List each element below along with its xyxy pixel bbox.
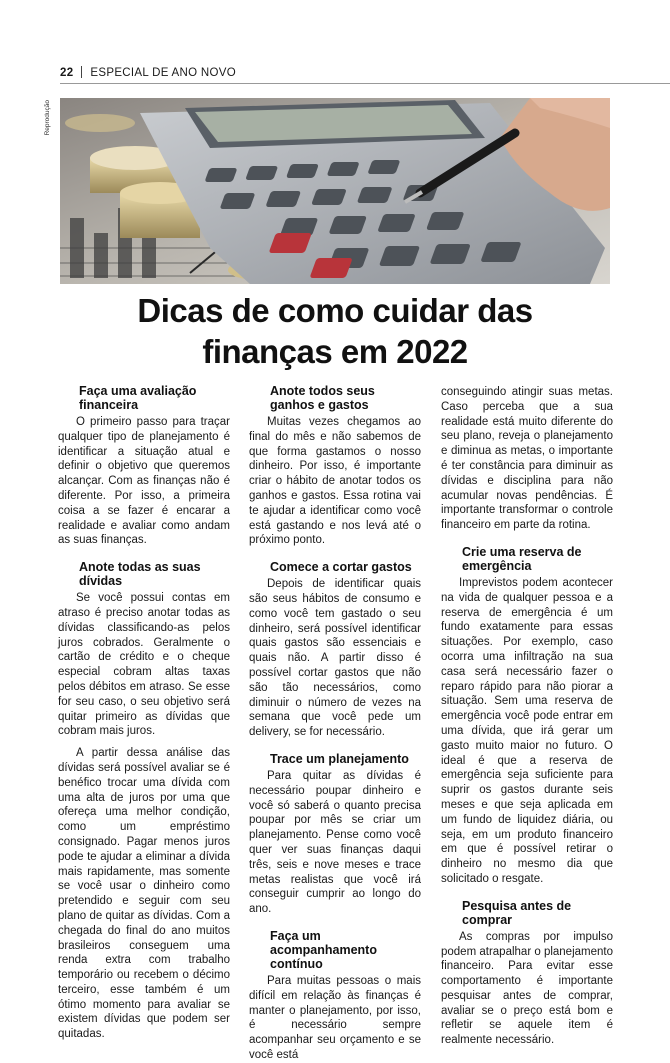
header-divider	[81, 66, 82, 78]
article-title	[60, 290, 610, 372]
paragraph: Depois de identificar quais são seus hábitos de consumo e como você tem gastado o seu dinheiro, será possível identificar quais gastos são essenciais e quais não. A partir disso é possível cortar gastos que não são tão necessários, como diminuir o número de vezes na semana que você pede um delivery, se for necessário.	[249, 578, 421, 739]
title-line-2: finanças em 2022	[202, 333, 468, 370]
title-line-1: Dicas de como cuidar das	[137, 292, 533, 329]
column-3	[441, 385, 613, 1048]
photo-credit: Reprodução	[44, 100, 51, 136]
heading-planejamento: Trace um planejamento	[270, 751, 409, 766]
column-1	[58, 384, 230, 1042]
paragraph: Para quitar as dívidas é necessário poupar dinheiro e você só saberá o quanto precisa poupar por mês se criar um planejamento. Pense como você quer ver suas finanças daqui três, seis e nove meses e trace metas realistas que você irá conseguir cumprir ao longo do ano.	[249, 769, 421, 916]
heading-avaliacao: Faça uma avaliação financeira	[79, 384, 197, 412]
paragraph: A partir dessa análise das dívidas será possível avaliar se é benéfico trocar uma dívida com uma alta de juros por uma que ofereça uma melhor condição, como um empréstimo consignado. Pagar menos juros pode te ajudar a eliminar a dívida mais rapidamente, mas somente se você usar o dinheiro como pretendido e seguir com seu plano de quitar as dívidas. Com a chegada do final do ano muitos brasileiros conseguem uma renda extra com trabalho temporário ou recebem o décimo terceiro, esse também é um ótimo momento para avaliar se existem dívidas que podem ser quitadas.	[58, 747, 230, 1041]
page-header	[60, 66, 670, 86]
section-label: ESPECIAL DE ANO NOVO	[90, 67, 236, 79]
paragraph: Muitas vezes chegamos ao final do mês e não sabemos de que forma gastamos o nosso dinheiro. Por isso, é importante criar o hábito de anotar todos os ganhos e gastos. Essa rotina vai te ajudar a identificar como você está gastando e nos levá até o próximo ponto.	[249, 416, 421, 547]
paragraph: As compras por impulso podem atrapalhar o planejamento financeiro. Para evitar esse comportamento é importante pesquisar antes de comprar, avaliar se o preço está bom e refletir se aquele item é realmente necessário.	[441, 930, 613, 1047]
heading-cortar-gastos: Comece a cortar gastos	[270, 560, 412, 575]
heading-dividas: Anote todas as suas dívidas	[79, 560, 201, 589]
paragraph: O primeiro passo para traçar qualquer tipo de planejamento é identificar a situação atual e definir o objetivo que queremos alcançar. Com as finanças não é diferente. Por isso, a primeira coisa a se fazer é encarar a realidade e avaliar como andam as suas finanças.	[58, 416, 230, 547]
page-number: 22	[60, 67, 74, 79]
heading-pesquisa: Pesquisa antes de comprar	[462, 898, 572, 927]
header-rule	[60, 83, 670, 84]
paragraph: Imprevistos podem acontecer na vida de qualquer pessoa e a reserva de emergência é um fundo exatamente para essas situações. Por exemplo, caso ocorra uma infiltração na sua casa será necessário fazer o reparo rápido para não piorar a situação. Sem uma reserva de emergência você pode entrar em uma dívida, que irá gerar um gasto muito maior no futuro. O ideal é que a reserva de emergência seja suficiente para suprir os gastos durante seis meses e que seja aplicada em um fundo de liquidez diária, ou seja, em um produto financeiro em que é possível retirar o dinheiro no mesmo dia que solicitado o resgate.	[441, 576, 613, 885]
paragraph: Se você possui contas em atraso é preciso anotar todas as dívidas classificando-as pelos juros cobrados. Geralmente o cartão de crédito e o cheque especial cobram altas taxas pelos débitos em atraso. Se esse for seu caso, o seu objetivo será quitar primeiro as dívidas que cobram mais juros.	[58, 592, 230, 738]
heading-ganhos-gastos: Anote todos seus ganhos e gastos	[270, 384, 375, 412]
paragraph-continued: conseguindo atingir suas metas. Caso perceba que a sua realidade está muito diferente do seu plano, reveja o planejamento e diminua as metas, o importante é ter constância para diminuir as dívidas e disciplina para não acumular novas pendências. É importante transformar o controle financeiro em parte da rotina.	[441, 386, 613, 532]
heading-acompanhamento: Faça um acompanhamento contínuo	[270, 928, 377, 971]
heading-reserva-emergencia: Crie uma reserva de emergência	[462, 544, 582, 573]
column-2	[249, 384, 421, 1063]
calculator-coins-photo	[60, 98, 610, 284]
paragraph: Para muitas pessoas o mais difícil em relação às finanças é manter o planejamento, por isso, é necessário sempre acompanhar seu orçamento e se você está	[249, 974, 421, 1061]
